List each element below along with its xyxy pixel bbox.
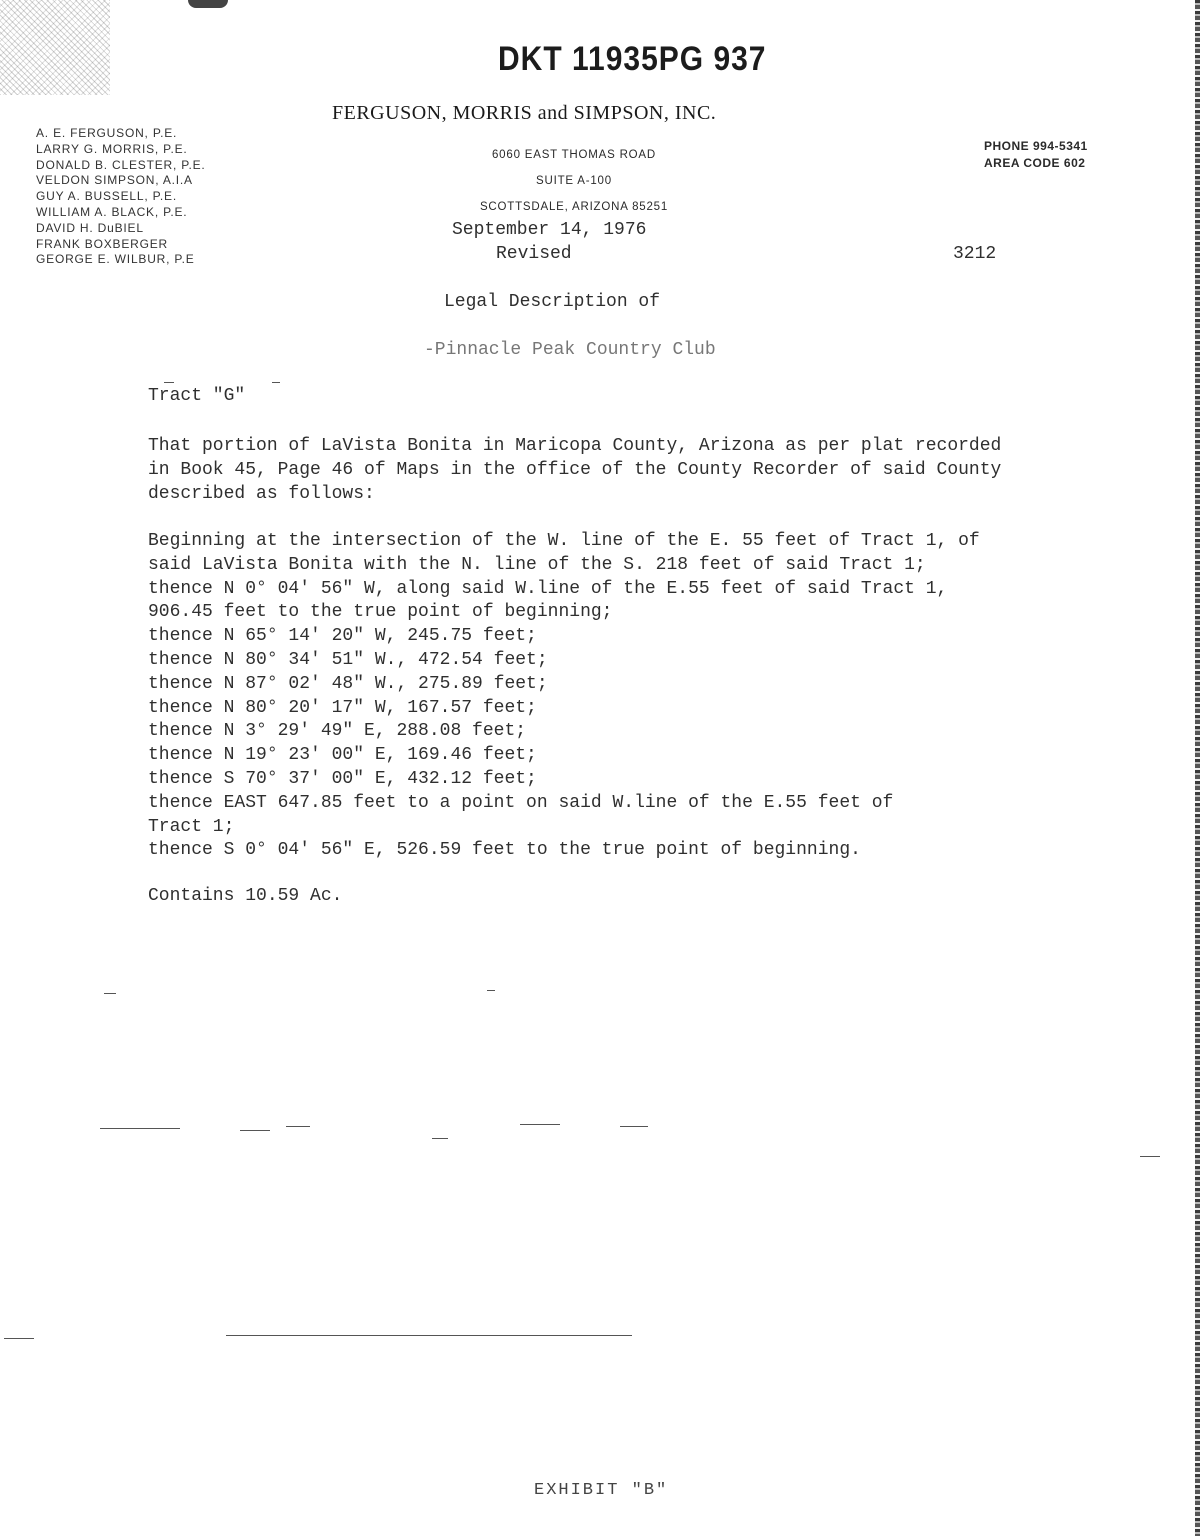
scan-speck	[620, 1126, 648, 1127]
scan-speck	[164, 382, 174, 383]
staff-member: VELDON SIMPSON, A.I.A	[36, 173, 193, 188]
call-line: thence S 0° 04' 56" E, 526.59 feet to the true point of beginning.	[148, 840, 861, 861]
intro-line: That portion of LaVista Bonita in Maricopa County, Arizona as per plat recorded	[148, 436, 1002, 456]
scan-speck	[4, 1338, 34, 1339]
scan-speck	[1140, 1156, 1160, 1157]
docket-stamp: DKT 11935PG 937	[498, 40, 767, 78]
scan-blot	[188, 0, 228, 8]
firm-name: FERGUSON, MORRIS and SIMPSON, INC.	[332, 102, 717, 124]
call-line: Tract 1;	[148, 816, 235, 837]
call-line: thence S 70° 37' 00" E, 432.12 feet;	[148, 768, 537, 789]
exhibit-label: EXHIBIT "B"	[534, 1481, 669, 1500]
reference-number: 3212	[953, 244, 997, 264]
metes-and-bounds	[148, 530, 980, 863]
call-line: thence N 19° 23' 00" E, 169.46 feet;	[148, 745, 537, 766]
scan-speck	[240, 1130, 270, 1131]
scan-speck	[487, 990, 495, 991]
staff-member: FRANK BOXBERGER	[36, 236, 169, 251]
tract-label: Tract "G"	[148, 386, 246, 406]
scan-speck	[100, 1128, 180, 1129]
call-line: thence N 3° 29' 49" E, 288.08 feet;	[148, 721, 527, 742]
area-code-line: AREA CODE 602	[984, 156, 1086, 170]
revised-note: Revised	[496, 244, 572, 264]
staff-member: DAVID H. DuBIEL	[36, 220, 144, 235]
call-line: thence EAST 647.85 feet to a point on said W.line of the E.55 feet of	[148, 792, 894, 813]
scan-noise-corner	[0, 0, 110, 95]
call-line: thence N 80° 20' 17" W, 167.57 feet;	[148, 697, 537, 718]
call-line: thence N 80° 34' 51" W., 472.54 feet;	[148, 649, 548, 670]
staff-member: WILLIAM A. BLACK, P.E.	[36, 204, 188, 219]
call-line: said LaVista Bonita with the N. line of the S. 218 feet of said Tract 1;	[148, 554, 926, 575]
acreage-line: Contains 10.59 Ac.	[148, 886, 343, 906]
firm-phone	[984, 138, 1088, 172]
scan-speck	[286, 1126, 310, 1127]
staff-member: GUY A. BUSSELL, P.E.	[36, 189, 177, 204]
staff-member: LARRY G. MORRIS, P.E.	[36, 141, 188, 156]
scan-speck	[272, 382, 280, 383]
address-line: 6060 EAST THOMAS ROAD	[491, 149, 656, 161]
staff-list	[36, 126, 206, 268]
document-date: September 14, 1976	[452, 220, 647, 240]
intro-paragraph	[148, 435, 1001, 506]
address-line: SUITE A-100	[536, 175, 612, 187]
call-line: thence N 87° 02' 48" W., 275.89 feet;	[148, 673, 548, 694]
call-line: thence N 65° 14' 20" W, 245.75 feet;	[148, 626, 537, 647]
intro-line: in Book 45, Page 46 of Maps in the office of the County Recorder of said County	[148, 459, 1002, 480]
scan-speck	[520, 1124, 560, 1125]
phone-line: PHONE 994-5341	[984, 139, 1088, 153]
scan-edge	[1195, 0, 1200, 1536]
staff-member: GEORGE E. WILBUR, P.E	[36, 252, 195, 267]
call-line: 906.45 feet to the true point of beginning;	[148, 602, 613, 623]
document-title: Legal Description of	[444, 292, 661, 312]
club-name: -Pinnacle Peak Country Club	[424, 340, 716, 360]
scan-speck	[432, 1138, 448, 1139]
call-line: Beginning at the intersection of the W. line of the E. 55 feet of Tract 1, of	[148, 531, 980, 551]
address-line: SCOTTSDALE, ARIZONA 85251	[479, 201, 669, 213]
scan-speck	[226, 1335, 632, 1336]
call-line: thence N 0° 04' 56" W, along said W.line of the E.55 feet of said Tract 1,	[148, 578, 948, 599]
firm-address	[452, 142, 696, 220]
staff-member: A. E. FERGUSON, P.E.	[36, 126, 178, 140]
scan-speck	[104, 993, 116, 994]
intro-line: described as follows:	[148, 483, 375, 504]
staff-member: DONALD B. CLESTER, P.E.	[36, 157, 206, 172]
